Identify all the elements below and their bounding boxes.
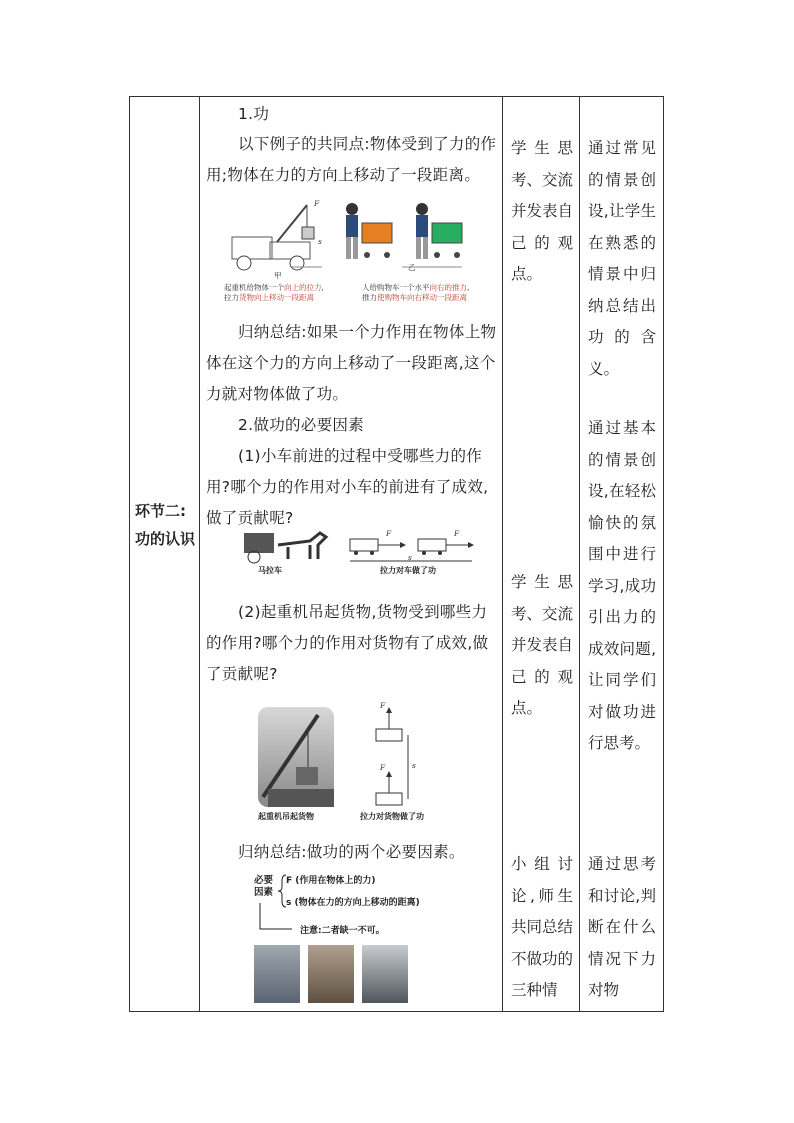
climber-photo (308, 945, 354, 1003)
caption-horse-cart: 马拉车 (258, 566, 282, 575)
distance-label: s (412, 761, 416, 770)
heading-work: 1.功 (238, 105, 270, 123)
figure-crane-lift (258, 701, 448, 832)
crane-photo-illustration (258, 707, 334, 807)
distance-label: s (408, 553, 412, 562)
paragraph-summary-1: 归纳总结:如果一个力作用在物体上物体在这个力的方向上移动了一段距离,这个力就对物体做了功。 (206, 323, 497, 403)
caption-crane-lift: 起重机吊起货物 (258, 812, 314, 821)
student-activity-cell (503, 97, 579, 1011)
box-force-diagram (368, 707, 438, 807)
caption-text: 拉力 (224, 293, 239, 302)
figure-horse-cart (240, 529, 480, 574)
force-label: F (386, 529, 392, 538)
caption-text: 人给购物车一个水平 (362, 283, 430, 292)
figure-necessary-factors (252, 871, 472, 1006)
student-activity-1: 学生思考、交流并发表自己的观点。 (511, 139, 574, 283)
section-label: 环节二:功的认识 (135, 502, 196, 548)
force-label: F (380, 701, 386, 710)
student-activity-3: 小组讨论,师生共同总结不做功的三种情 (511, 855, 574, 999)
caption-highlight: 向上的拉力 (284, 283, 322, 292)
caption-highlight: 向右的推力 (429, 283, 467, 292)
factor-force: F (作用在物体上的力) (286, 876, 376, 886)
caption-box-work: 拉力对货物做了功 (360, 812, 424, 821)
cliff-photo (362, 945, 408, 1003)
caption-right (362, 283, 492, 303)
factors-label: 必要因素 (254, 875, 274, 898)
question-crane: (2)起重机吊起货物,货物受到哪些力的作用?哪个力的作用对货物有了成效,做了贡献呢? (206, 603, 489, 683)
caption-left (224, 283, 354, 303)
paragraph-common-points: 以下例子的共同点:物体受到了力的作用;物体在力的方向上移动了一段距离。 (206, 135, 497, 184)
paragraph-summary-2: 归纳总结:做功的两个必要因素。 (238, 843, 465, 861)
lesson-table (129, 96, 664, 1012)
caption-highlight: 货物向上移动一段距离 (239, 293, 314, 302)
student-activity-2: 学生思考、交流并发表自己的观点。 (511, 573, 574, 717)
weightlifter-photo (254, 945, 300, 1003)
figure-crane-and-cart (222, 197, 482, 307)
force-label: F (380, 763, 386, 772)
figure-label-yi: 乙 (408, 263, 416, 272)
section-label-cell (130, 97, 199, 1011)
distance-label: s (318, 237, 322, 246)
question-cart: (1)小车前进的过程中受哪些力的作用?哪个力的作用对小车的前进有了成效,做了贡献呢? (206, 447, 489, 527)
caption-text: 起重机给物体一个 (224, 283, 284, 292)
force-label: F (314, 199, 320, 208)
caption-text: 推力 (362, 293, 377, 302)
caption-text: , (321, 283, 324, 292)
heading-factors: 2.做功的必要因素 (238, 416, 364, 434)
caption-cart-work: 拉力对车做了功 (380, 566, 436, 575)
design-intent-cell (580, 97, 664, 1011)
figure-label-jia: 甲 (274, 271, 282, 280)
force-label: F (454, 529, 460, 538)
content-cell (200, 97, 502, 1011)
factor-note: 注意:二者缺一不可。 (300, 926, 385, 936)
factor-distance: s (物体在力的方向上移动的距离) (286, 898, 420, 908)
caption-text: , (467, 283, 470, 292)
caption-highlight: 使购物车向右移动一段距离 (377, 293, 467, 302)
horse-cart-illustration (240, 529, 480, 565)
design-intent-3: 通过思考和讨论,判断在什么情况下力对物 (588, 855, 656, 999)
design-intent-1: 通过常见的情景创设,让学生在熟悉的情景中归纳总结出功的含义。 (588, 139, 656, 378)
design-intent-2: 通过基本的情景创设,在轻松愉快的氛围中进行学习,成功引出力的成效问题,让同学们对做功进行思考。 (588, 419, 656, 752)
